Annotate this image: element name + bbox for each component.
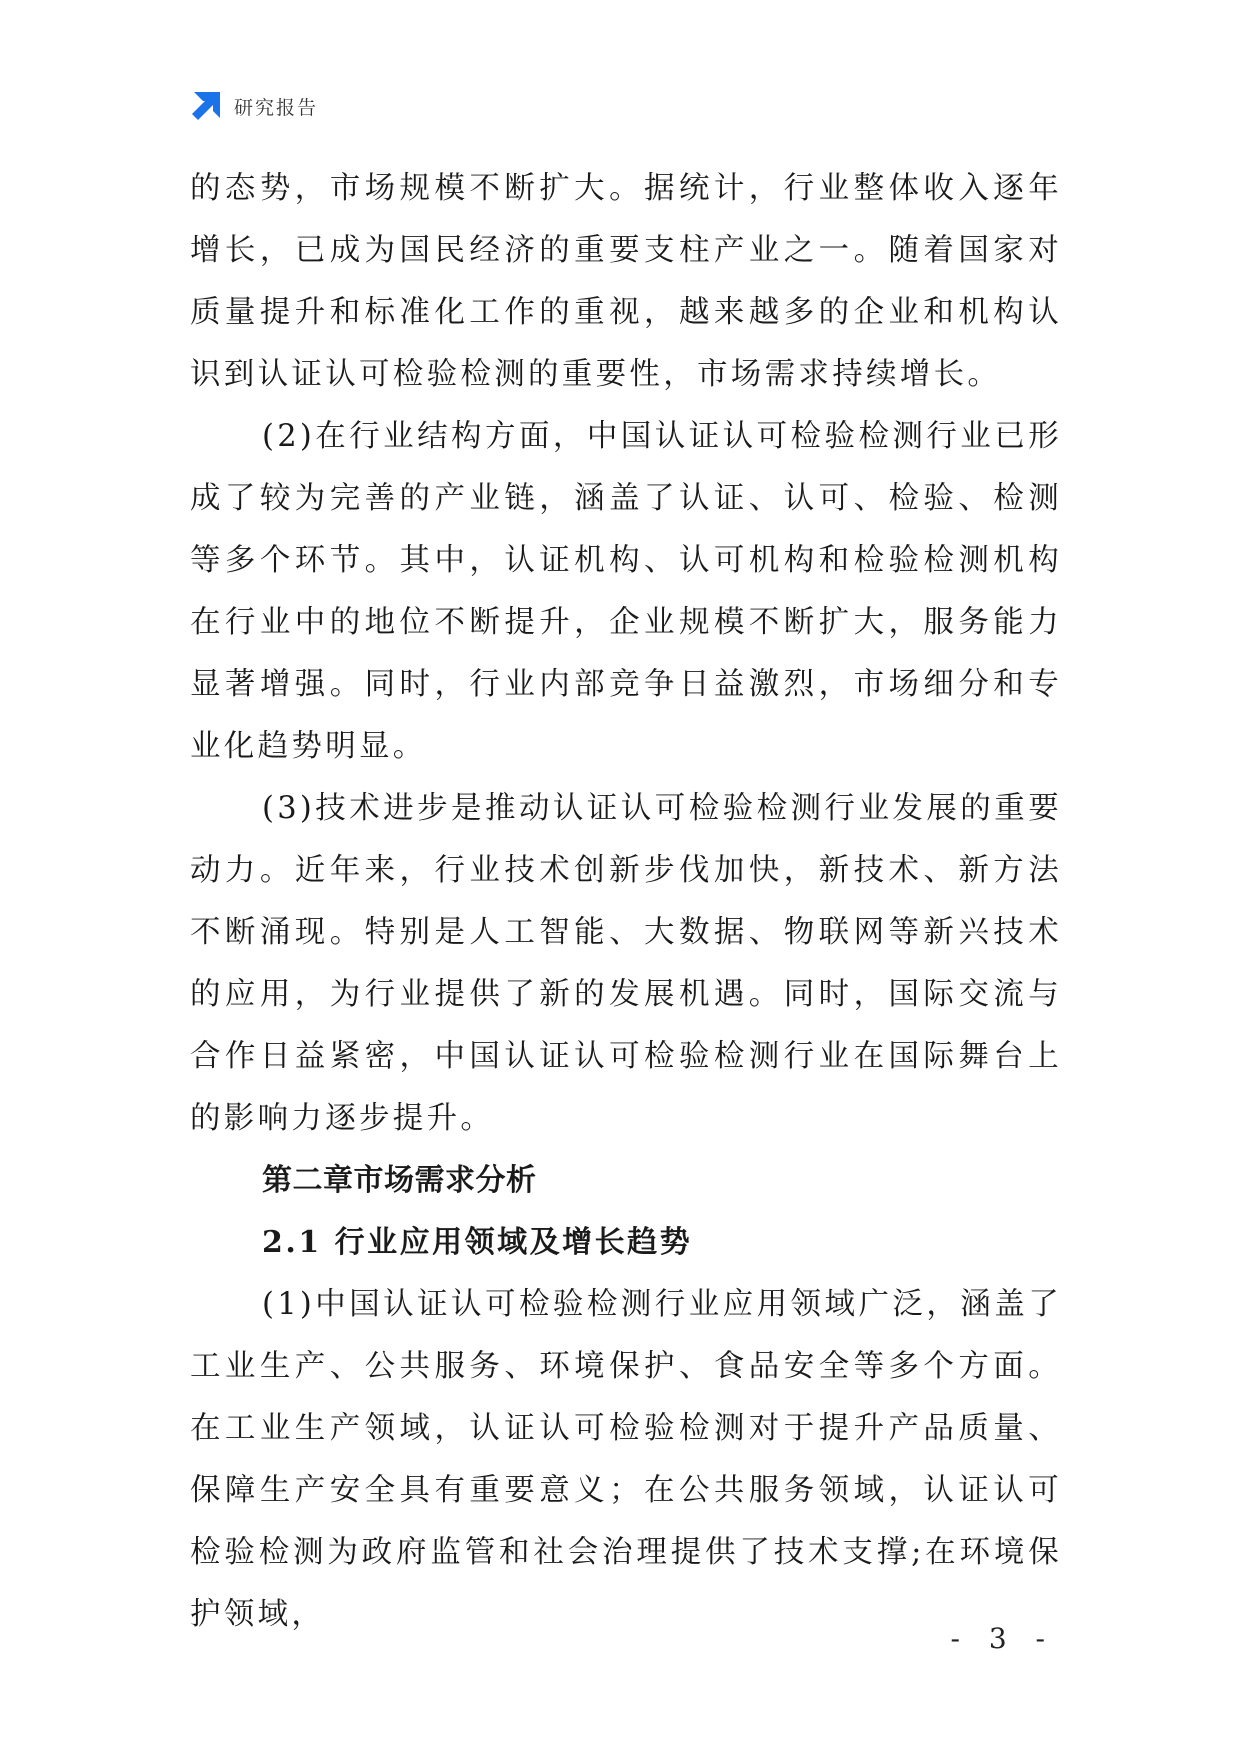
paragraph-technology-progress: (3)技术进步是推动认证认可检验检测行业发展的重要动力。近年来，行业技术创新步伐加快，新技术、新方法不断涌现。特别是人工智能、大数据、物联网等新兴技术的应用，为行业提供了新的发展机遇。同时，国际交流与合作日益紧密，中国认证认可检验检测行业在国际舞台上的影响力逐步提升。 <box>190 791 1062 1136</box>
page-number: - 3 - <box>950 1622 1055 1655</box>
header-title: 研究报告 <box>234 96 319 119</box>
paragraph-industry-structure: (2)在行业结构方面，中国认证认可检验检测行业已形成了较为完善的产业链，涵盖了认证、认可、检验、检测等多个环节。其中，认证机构、认可机构和检验检测机构在行业中的地位不断提升，企业规模不断扩大，服务能力显著增强。同时，行业内部竞争日益激烈，市场细分和专业化趋势明显。 <box>190 419 1062 764</box>
paragraph-application-fields: (1)中国认证认可检验检测行业应用领域广泛，涵盖了工业生产、公共服务、环境保护、食品安全等多个方面。在工业生产领域，认证认可检验检测对于提升产品质量、保障生产安全具有重要意义；在公共服务领域，认证认可检验检测为政府监管和社会治理提供了技术支撑;在环境保护领域， <box>190 1287 1062 1632</box>
document-body <box>190 158 1062 1646</box>
section-heading: 2.1 行业应用领域及增长趋势 <box>262 1225 693 1260</box>
report-header <box>190 88 318 124</box>
chapter-heading: 第二章市场需求分析 <box>262 1163 537 1198</box>
arrow-up-right-icon <box>190 90 222 122</box>
paragraph-continued: 的态势，市场规模不断扩大。据统计，行业整体收入逐年增长，已成为国民经济的重要支柱产业之一。随着国家对质量提升和标准化工作的重视，越来越多的企业和机构认识到认证认可检验检测的重要性，市场需求持续增长。 <box>190 171 1062 392</box>
